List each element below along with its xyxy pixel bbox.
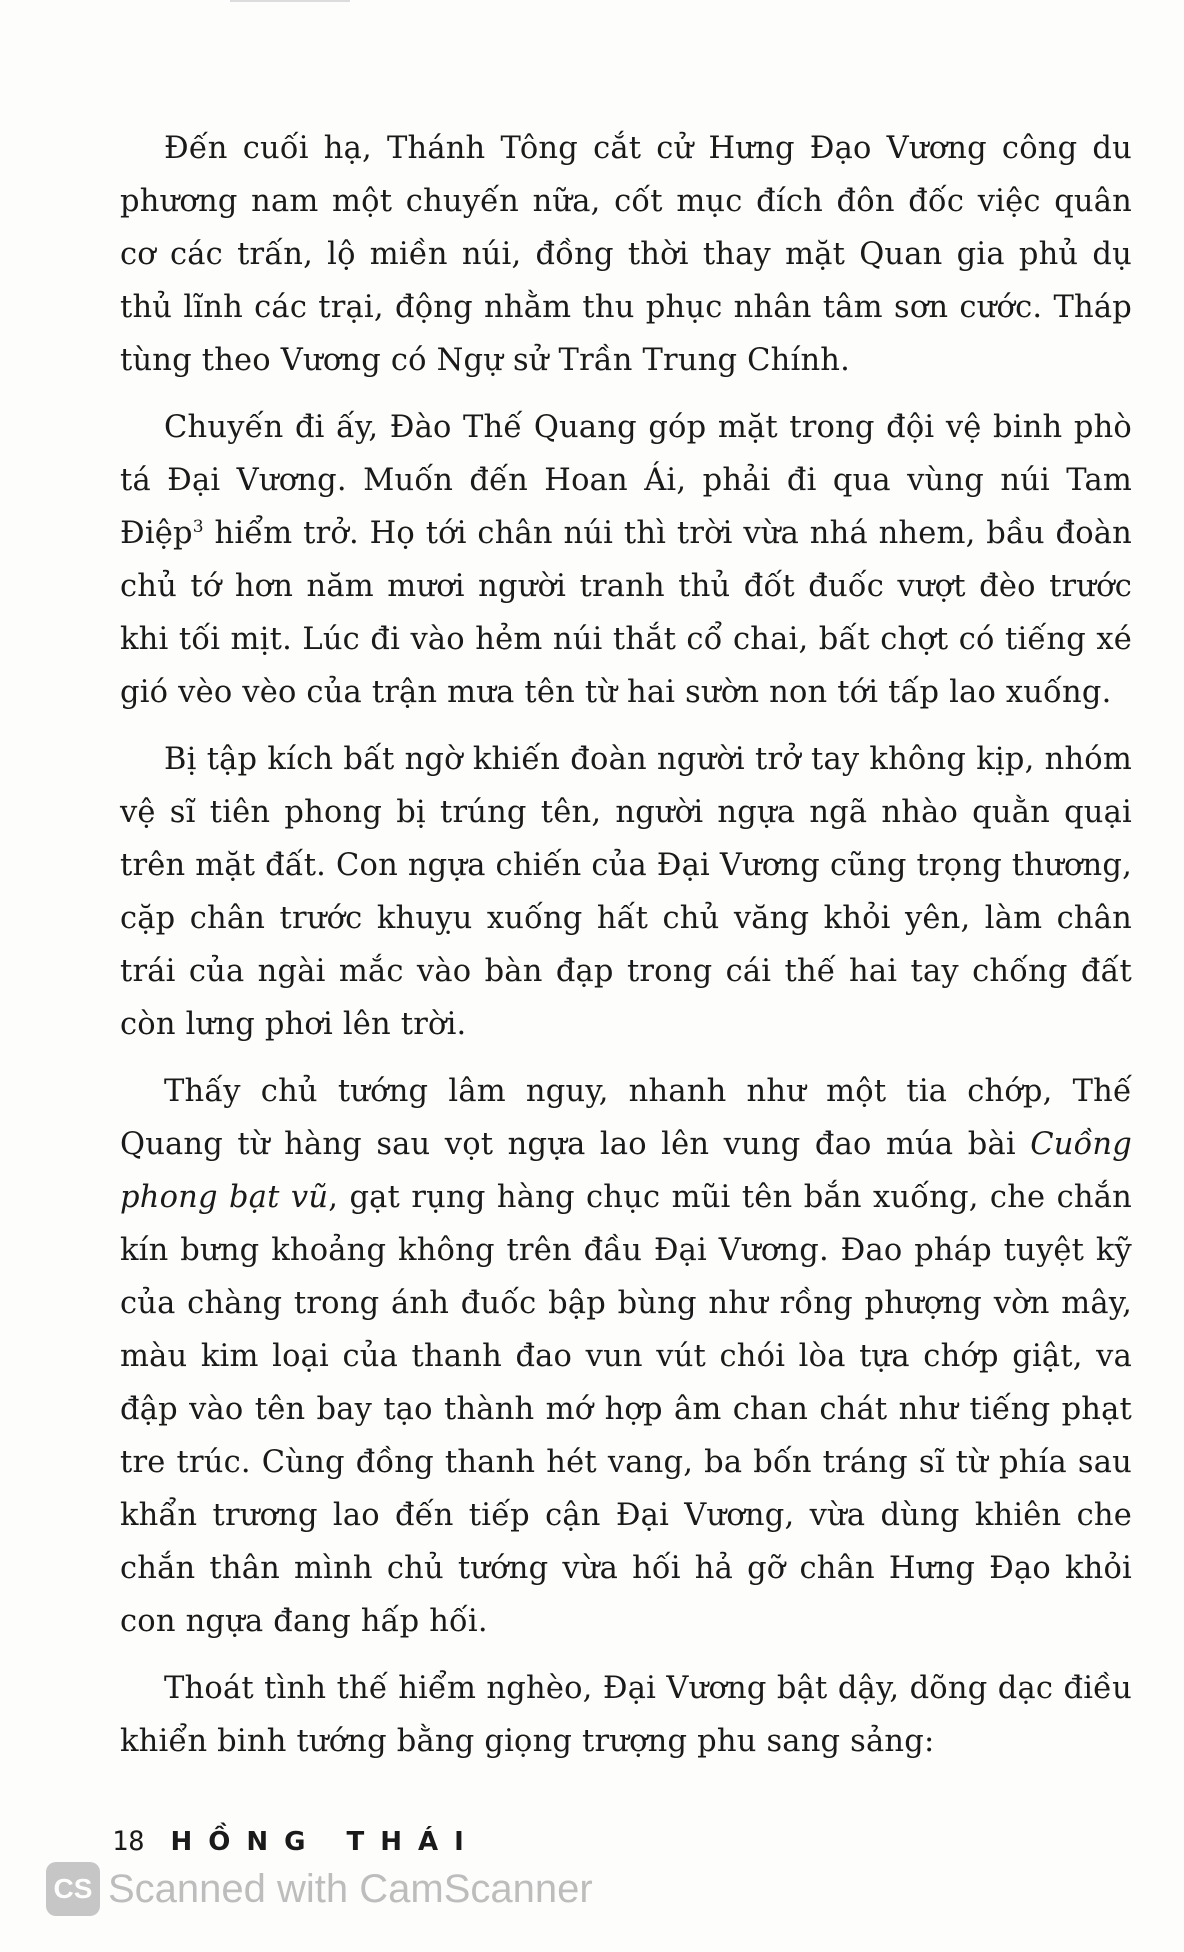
scan-edge-mark (230, 0, 350, 6)
watermark-text: Scanned with CamScanner (108, 1866, 593, 1911)
paragraph-4-before: Thấy chủ tướng lâm nguy, nhanh như một tia chớp, Thế Quang từ hàng sau vọt ngựa lao lên vung đao múa bài (120, 1074, 1132, 1162)
paragraph-2-after: hiểm trở. Họ tới chân núi thì trời vừa nhá nhem, bầu đoàn chủ tớ hơn năm mươi người tranh thủ đốt đuốc vượt đèo trước khi tối mịt. Lúc đi vào hẻm núi thắt cổ chai, bất chợt có tiếng xé gió vèo vèo của trận mưa tên từ hai sườn non tới tấp lao xuống. (120, 516, 1132, 710)
footnote-marker[interactable]: 3 (192, 516, 204, 537)
paragraph-5: Thoát tình thế hiểm nghèo, Đại Vương bật dậy, dõng dạc điều khiển binh tướng bằng giọng trượng phu sang sảng: (120, 1671, 1132, 1759)
page-number: 18 (112, 1826, 145, 1857)
camscanner-logo-icon: CS (46, 1862, 100, 1916)
paragraph-4-after: , gạt rụng hàng chục mũi tên bắn xuống, che chắn kín bưng khoảng không trên đầu Đại Vương. Đao pháp tuyệt kỹ của chàng trong ánh đuốc bập bùng như rồng phượng vờn mây, màu kim loại của thanh đao vun vút chói lòa tựa chớp giật, va đập vào tên bay tạo thành mớ hợp âm chan chát như tiếng phạt tre trúc. Cùng đồng thanh hét vang, ba bốn tráng sĩ từ phía sau khẩn trương lao đến tiếp cận Đại Vương, vừa dùng khiên che chắn thân mình chủ tướng vừa hối hả gỡ chân Hưng Đạo khỏi con ngựa đang hấp hối. (120, 1180, 1132, 1639)
page-footer (112, 1826, 480, 1857)
italic-title: Cuồng phong bạt vũ (120, 1127, 1132, 1215)
paragraph-2-before: Chuyến đi ấy, Đào Thế Quang góp mặt trong đội vệ binh phò tá Đại Vương. Muốn đến Hoan Ái, phải đi qua vùng núi Tam Điệp (120, 410, 1132, 551)
paragraph-3: Bị tập kích bất ngờ khiến đoàn người trở tay không kịp, nhóm vệ sĩ tiên phong bị trúng tên, người ngựa ngã nhào quằn quại trên mặt đất. Con ngựa chiến của Đại Vương cũng trọng thương, cặp chân trước khuỵu xuống hất chủ văng khỏi yên, làm chân trái của ngài mắc vào bàn đạp trong cái thế hai tay chống đất còn lưng phơi lên trời. (120, 742, 1132, 1042)
body-text (120, 122, 1132, 1782)
paragraph-4 (120, 1065, 1132, 1648)
author-name: HỒNG THÁI (170, 1827, 480, 1857)
paragraph-1: Đến cuối hạ, Thánh Tông cắt cử Hưng Đạo Vương công du phương nam một chuyến nữa, cốt mục đích đôn đốc việc quân cơ các trấn, lộ miền núi, đồng thời thay mặt Quan gia phủ dụ thủ lĩnh các trại, động nhằm thu phục nhân tâm sơn cước. Tháp tùng theo Vương có Ngự sử Trần Trung Chính. (120, 131, 1132, 378)
paragraph-2 (120, 401, 1132, 719)
camscanner-watermark (46, 1862, 593, 1916)
